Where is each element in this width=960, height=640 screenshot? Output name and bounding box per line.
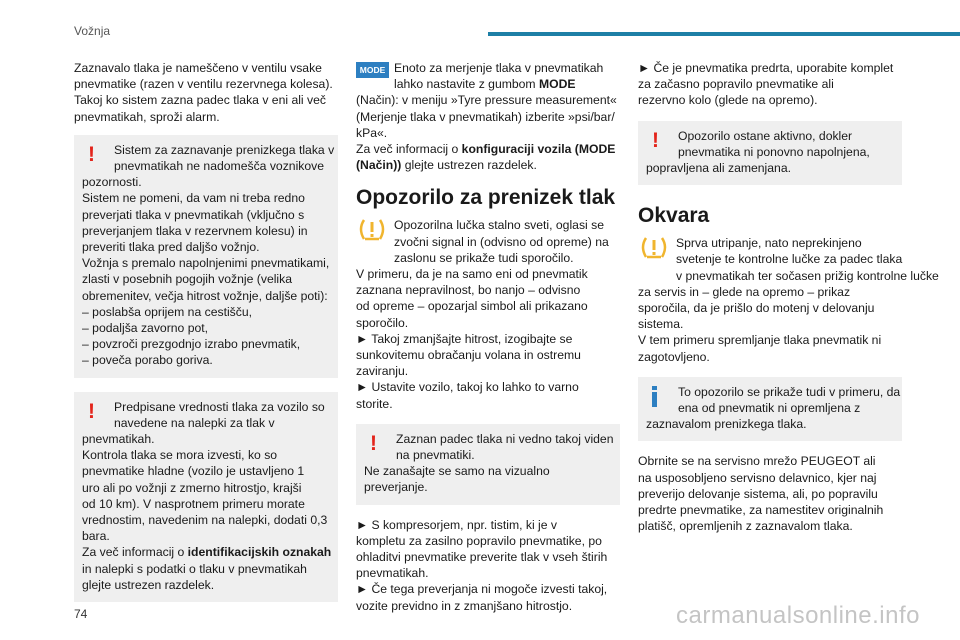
text-line: zaslonu se prikaže tudi sporočilo. (394, 250, 574, 265)
text-line: Opozorilna lučka stalno sveti, oglasi se (394, 218, 605, 233)
text-line: zvočni signal in (odvisno od opreme) na (394, 234, 609, 249)
text-line: obremenitev, večja hitrost vožnje, daljše poti): (82, 288, 328, 303)
text-line (82, 544, 330, 560)
warning-box (74, 392, 338, 602)
watermark: carmanualsonline.info (676, 602, 920, 629)
ref-prefix: Za več informacij o (82, 545, 188, 560)
text-line: rezervno kolo (glede na opremo). (638, 93, 818, 108)
mode-icon-label: MODE (356, 62, 389, 78)
ref-bold: (Način)) (356, 158, 402, 173)
exclamation-icon: ! (370, 431, 377, 455)
text-line: zagotovljeno. (638, 349, 710, 364)
text-line: zaznavalom prenizkega tlaka. (646, 417, 807, 432)
text-line: bara. (82, 529, 110, 544)
text-line: popravljena ali zamenjana. (646, 161, 791, 176)
text-line: pnevmatikah. (356, 566, 429, 581)
text-line: v pnevmatikah ter sočasen prižig kontrolne lučke (676, 268, 939, 283)
list-item: – poslabša oprijem na cestišču, (82, 304, 253, 319)
info-box (638, 377, 902, 442)
text-line: Sistem za zaznavanje prenizkega tlaka v (114, 142, 335, 157)
text-line: sistema. (638, 317, 684, 332)
text-line (356, 141, 620, 157)
mode-paragraph (356, 60, 620, 173)
text-line: za začasno popravilo pnevmatike ali (638, 77, 834, 92)
intro-paragraph (74, 60, 338, 125)
text-line: To opozorilo se prikaže tudi v primeru, da (678, 384, 901, 399)
text-line: od 10 km). V nasprotnem primeru morate (82, 496, 305, 511)
text-line: ► S kompresorjem, npr. tistim, ki je v (356, 517, 558, 532)
text-line: pnevmatikah ne nadomešča voznikove (114, 159, 325, 174)
tyre-pressure-warning-lamp-icon (356, 217, 390, 251)
text-line: ► Takoj zmanjšajte hitrost, izogibajte se (356, 331, 573, 346)
text-line: pozornosti. (82, 175, 142, 190)
text-line: Obrnite se na servisno mrežo PEUGEOT ali (638, 454, 876, 469)
text-line: Kontrola tlaka se mora izvesti, ko so (82, 448, 278, 463)
text-line: sunkovitemu obračanju volana in ostremu (356, 348, 581, 363)
text-line: Vožnja s premalo napolnjenimi pnevmatikami, (82, 256, 330, 271)
ref-suffix: glejte ustrezen razdelek. (401, 158, 537, 173)
text-line: ► Če je pnevmatika predrta, uporabite komplet (638, 61, 894, 75)
running-header: Vožnja (74, 24, 111, 38)
text-line: preveriti tlaka pred daljšo vožnjo. (82, 240, 260, 255)
text-line: na pnevmatiki. (396, 448, 475, 463)
text-line: platišč, opremljenih z zaznavalom tlaka. (638, 519, 853, 534)
section-heading: Opozorilo za prenizek tlak (356, 186, 616, 210)
text-line: pnevmatike hladne (vozilo je ustavljeno 1 (82, 464, 305, 479)
exclamation-icon: ! (652, 128, 659, 152)
text-line: preverjanje. (364, 480, 428, 495)
ref-bold: identifikacijskih oznakah (187, 545, 332, 560)
text-line: preverjanjem tlaka v rezervnem kolesu) in (82, 223, 308, 238)
lamp-paragraph (356, 217, 620, 411)
text-line: kompletu za zasilno popravilo pnevmatike, po (356, 533, 602, 548)
column-2 (356, 60, 620, 614)
tyre-pressure-warning-lamp-icon (638, 235, 672, 269)
info-icon (646, 384, 676, 408)
warning-box (74, 135, 338, 378)
text-line: pnevmatike (razen v ventilu rezervnega kolesa). (74, 77, 333, 92)
text-line: zaviranju. (356, 364, 409, 379)
text-line: ► Ustavite vozilo, takoj ko lahko to varno (356, 380, 579, 395)
text-line: ohladitvi pnevmatike preverite tlak v vseh štirih (356, 550, 608, 565)
list-item: – povzroči prezgodnjo izrabo pnevmatik, (82, 337, 301, 352)
text-line: (Način): v meniju »Tyre pressure measurement« (356, 93, 617, 108)
mode-button-icon (356, 60, 390, 92)
lamp-paragraph (638, 235, 939, 365)
after-paragraph (356, 517, 620, 614)
mode-text: lahko nastavite z gumbom (394, 77, 539, 92)
text-line: svetenje te kontrolne lučke za padec tlaka (676, 252, 903, 267)
warning-box (638, 121, 902, 186)
text-line: na usposobljeno servisno delavnico, kjer naj (638, 470, 877, 485)
text-line: od opreme – opozarjal simbol ali prikazano (356, 299, 588, 314)
text-line: uro ali po vožnji z zmerno hitrostjo, krajši (82, 480, 302, 495)
text-line: Zaznan padec tlaka ni vedno takoj viden (396, 431, 614, 446)
text-line: Sistem ne pomeni, da vam ni treba redno (82, 191, 305, 206)
ref-bold: konfiguraciji vozila (MODE (461, 142, 616, 157)
text-line: zaznana nepravilnost, bo nanjo – odvisno (356, 283, 581, 298)
exclamation-icon: ! (88, 399, 95, 423)
list-item: – poveča porabo goriva. (82, 353, 213, 368)
text-line: pnevmatikah, sproži alarm. (74, 109, 220, 124)
text-line: Takoj ko sistem zazna padec tlaka v eni ali več (74, 93, 326, 108)
text-line: Ne zanašajte se samo na vizualno (364, 464, 550, 479)
text-line (356, 157, 620, 173)
text-line: Sprva utripanje, nato neprekinjeno (676, 236, 862, 251)
intro-paragraph (638, 60, 902, 109)
text-line: sporočilo. (356, 315, 409, 330)
exclamation-icon: ! (88, 142, 95, 166)
text-line: navedene na nalepki za tlak v (114, 415, 275, 430)
mode-bold: MODE (538, 77, 576, 92)
list-item: – podaljša zavorno pot, (82, 321, 209, 336)
text-line: preverjati tlaka v pnevmatikah (vključno s (82, 207, 305, 222)
text-line: vrednostim, navedenim na nalepki, dodati 0,3 (82, 513, 328, 528)
column-1 (74, 60, 338, 614)
text-line: kPa«. (356, 125, 388, 140)
text-line: Opozorilo ostane aktivno, dokler (678, 128, 853, 143)
text-line: (Merjenje tlaka v pnevmatikah) izberite »psi/bar/ (356, 109, 615, 124)
text-line: Zaznavalo tlaka je nameščeno v ventilu vsake (74, 61, 322, 75)
text-line: glejte ustrezen razdelek. (82, 577, 215, 592)
text-line: predrte pnevmatike, za namestitev originalnih (638, 503, 884, 518)
text-line: Predpisane vrednosti tlaka za vozilo so (114, 399, 325, 414)
ref-prefix: Za več informacij o (356, 142, 462, 157)
text-line: Enoto za merjenje tlaka v pnevmatikah (394, 61, 604, 75)
page-number: 74 (74, 607, 88, 621)
text-line: storite. (356, 396, 393, 411)
text-line: ena od pnevmatik ni opremljena z (678, 401, 861, 416)
warning-box (356, 424, 620, 505)
section-heading: Okvara (638, 204, 710, 228)
column-3 (638, 60, 939, 534)
text-line: pnevmatika ni ponovno napolnjena, (678, 144, 870, 159)
text-line: vozite previdno in z zmanjšano hitrostjo. (356, 598, 573, 613)
text-line: zlasti v posebnih pogojih vožnje (velika (82, 272, 293, 287)
outro-paragraph (638, 453, 902, 534)
text-line (356, 76, 620, 92)
text-line: sporočila, da je prišlo do motenj v delovanju (638, 301, 875, 316)
text-line: preverijo delovanje sistema, ali, po popravilu (638, 486, 878, 501)
text-line: in nalepki s podatki o tlaku v pnevmatikah (82, 561, 307, 576)
text-line: V primeru, da je na samo eni od pnevmatik (356, 267, 588, 282)
text-line: ► Če tega preverjanja ni mogoče izvesti takoj, (356, 582, 608, 597)
header-accent-bar (488, 32, 960, 36)
text-line: V tem primeru spremljanje tlaka pnevmatik ni (638, 333, 882, 348)
text-line: pnevmatikah. (82, 432, 155, 447)
text-line: za servis in – glede na opremo – prikaz (638, 284, 851, 299)
